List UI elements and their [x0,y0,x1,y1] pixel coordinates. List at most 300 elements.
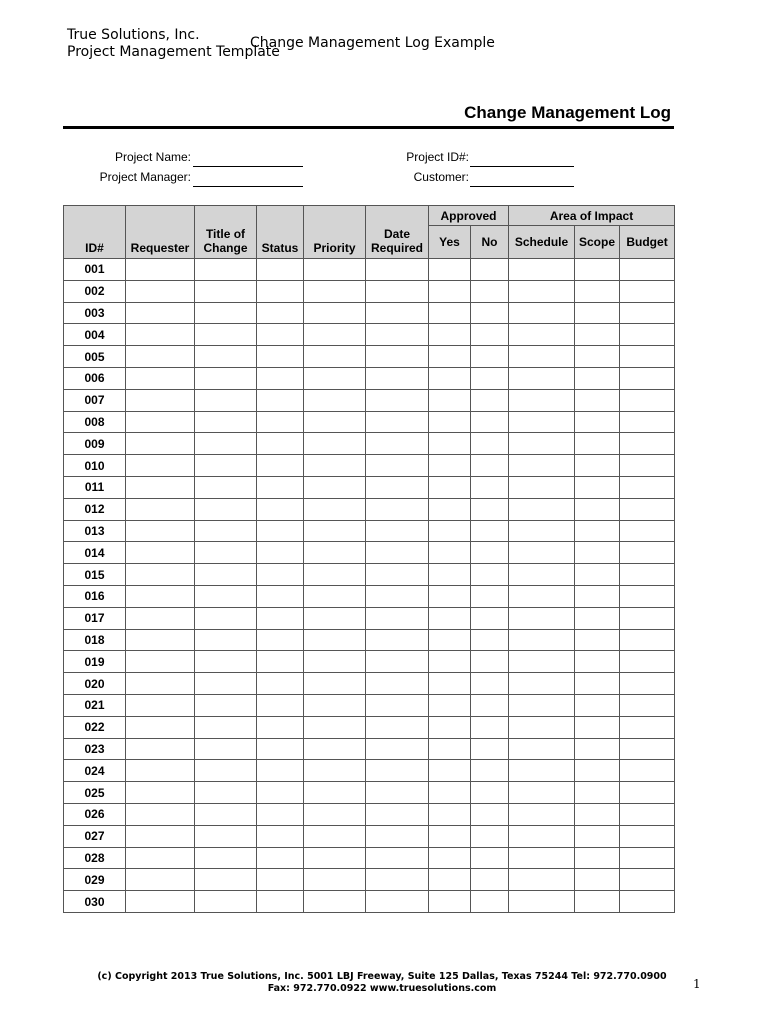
cell-title-of-change[interactable] [195,302,257,324]
cell-yes[interactable] [429,673,471,695]
cell-budget[interactable] [620,542,675,564]
cell-scope[interactable] [575,803,620,825]
cell-priority[interactable] [304,542,366,564]
cell-scope[interactable] [575,302,620,324]
cell-schedule[interactable] [509,389,575,411]
cell-date-required[interactable] [366,367,429,389]
cell-no[interactable] [471,498,509,520]
cell-title-of-change[interactable] [195,760,257,782]
cell-date-required[interactable] [366,324,429,346]
cell-status[interactable] [257,280,304,302]
cell-no[interactable] [471,869,509,891]
cell-yes[interactable] [429,302,471,324]
cell-scope[interactable] [575,651,620,673]
cell-no[interactable] [471,324,509,346]
cell-budget[interactable] [620,520,675,542]
project-id-field[interactable] [470,166,574,167]
cell-no[interactable] [471,673,509,695]
cell-status[interactable] [257,651,304,673]
cell-requester[interactable] [126,847,195,869]
cell-status[interactable] [257,803,304,825]
cell-scope[interactable] [575,433,620,455]
cell-no[interactable] [471,564,509,586]
cell-scope[interactable] [575,367,620,389]
cell-requester[interactable] [126,869,195,891]
cell-title-of-change[interactable] [195,782,257,804]
cell-budget[interactable] [620,607,675,629]
cell-priority[interactable] [304,455,366,477]
cell-priority[interactable] [304,302,366,324]
cell-requester[interactable] [126,389,195,411]
cell-budget[interactable] [620,803,675,825]
cell-no[interactable] [471,542,509,564]
cell-title-of-change[interactable] [195,738,257,760]
cell-requester[interactable] [126,782,195,804]
cell-title-of-change[interactable] [195,673,257,695]
cell-date-required[interactable] [366,389,429,411]
cell-budget[interactable] [620,476,675,498]
cell-date-required[interactable] [366,476,429,498]
cell-schedule[interactable] [509,782,575,804]
cell-date-required[interactable] [366,629,429,651]
cell-scope[interactable] [575,585,620,607]
cell-priority[interactable] [304,389,366,411]
cell-budget[interactable] [620,280,675,302]
cell-requester[interactable] [126,716,195,738]
cell-schedule[interactable] [509,346,575,368]
cell-priority[interactable] [304,280,366,302]
cell-status[interactable] [257,782,304,804]
cell-no[interactable] [471,847,509,869]
cell-schedule[interactable] [509,476,575,498]
cell-yes[interactable] [429,607,471,629]
cell-title-of-change[interactable] [195,389,257,411]
cell-no[interactable] [471,367,509,389]
cell-schedule[interactable] [509,673,575,695]
cell-requester[interactable] [126,651,195,673]
cell-yes[interactable] [429,782,471,804]
cell-scope[interactable] [575,411,620,433]
cell-priority[interactable] [304,847,366,869]
cell-scope[interactable] [575,847,620,869]
cell-scope[interactable] [575,564,620,586]
cell-title-of-change[interactable] [195,324,257,346]
cell-title-of-change[interactable] [195,694,257,716]
cell-date-required[interactable] [366,433,429,455]
project-manager-field[interactable] [193,186,303,187]
cell-title-of-change[interactable] [195,825,257,847]
cell-no[interactable] [471,651,509,673]
cell-date-required[interactable] [366,891,429,913]
cell-status[interactable] [257,738,304,760]
cell-title-of-change[interactable] [195,629,257,651]
cell-budget[interactable] [620,673,675,695]
cell-requester[interactable] [126,498,195,520]
cell-scope[interactable] [575,607,620,629]
cell-schedule[interactable] [509,302,575,324]
cell-yes[interactable] [429,738,471,760]
cell-scope[interactable] [575,259,620,281]
cell-requester[interactable] [126,346,195,368]
cell-title-of-change[interactable] [195,585,257,607]
cell-no[interactable] [471,476,509,498]
cell-yes[interactable] [429,324,471,346]
cell-priority[interactable] [304,803,366,825]
cell-scope[interactable] [575,280,620,302]
cell-scope[interactable] [575,782,620,804]
cell-status[interactable] [257,694,304,716]
cell-scope[interactable] [575,825,620,847]
cell-budget[interactable] [620,847,675,869]
cell-priority[interactable] [304,673,366,695]
cell-yes[interactable] [429,651,471,673]
cell-status[interactable] [257,302,304,324]
cell-date-required[interactable] [366,738,429,760]
cell-status[interactable] [257,825,304,847]
cell-scope[interactable] [575,389,620,411]
cell-yes[interactable] [429,891,471,913]
cell-yes[interactable] [429,498,471,520]
cell-yes[interactable] [429,869,471,891]
cell-requester[interactable] [126,476,195,498]
cell-scope[interactable] [575,520,620,542]
cell-budget[interactable] [620,585,675,607]
cell-schedule[interactable] [509,324,575,346]
cell-budget[interactable] [620,455,675,477]
cell-requester[interactable] [126,629,195,651]
cell-date-required[interactable] [366,585,429,607]
cell-budget[interactable] [620,782,675,804]
cell-priority[interactable] [304,367,366,389]
cell-yes[interactable] [429,346,471,368]
cell-no[interactable] [471,455,509,477]
cell-requester[interactable] [126,433,195,455]
cell-title-of-change[interactable] [195,607,257,629]
cell-no[interactable] [471,585,509,607]
cell-yes[interactable] [429,520,471,542]
cell-title-of-change[interactable] [195,803,257,825]
cell-title-of-change[interactable] [195,367,257,389]
cell-budget[interactable] [620,433,675,455]
cell-title-of-change[interactable] [195,411,257,433]
cell-no[interactable] [471,411,509,433]
cell-priority[interactable] [304,760,366,782]
cell-date-required[interactable] [366,607,429,629]
cell-date-required[interactable] [366,673,429,695]
cell-requester[interactable] [126,738,195,760]
cell-date-required[interactable] [366,520,429,542]
cell-date-required[interactable] [366,411,429,433]
cell-status[interactable] [257,346,304,368]
cell-title-of-change[interactable] [195,847,257,869]
cell-scope[interactable] [575,891,620,913]
cell-no[interactable] [471,433,509,455]
cell-no[interactable] [471,259,509,281]
cell-priority[interactable] [304,324,366,346]
cell-no[interactable] [471,694,509,716]
cell-priority[interactable] [304,738,366,760]
cell-status[interactable] [257,433,304,455]
cell-no[interactable] [471,302,509,324]
cell-date-required[interactable] [366,782,429,804]
cell-requester[interactable] [126,280,195,302]
cell-schedule[interactable] [509,694,575,716]
cell-budget[interactable] [620,324,675,346]
cell-yes[interactable] [429,411,471,433]
cell-budget[interactable] [620,651,675,673]
cell-requester[interactable] [126,520,195,542]
cell-scope[interactable] [575,869,620,891]
cell-requester[interactable] [126,825,195,847]
cell-scope[interactable] [575,716,620,738]
cell-schedule[interactable] [509,367,575,389]
cell-title-of-change[interactable] [195,564,257,586]
cell-priority[interactable] [304,498,366,520]
cell-no[interactable] [471,760,509,782]
cell-requester[interactable] [126,302,195,324]
cell-date-required[interactable] [366,498,429,520]
cell-date-required[interactable] [366,564,429,586]
cell-no[interactable] [471,782,509,804]
cell-requester[interactable] [126,760,195,782]
cell-requester[interactable] [126,803,195,825]
cell-status[interactable] [257,607,304,629]
cell-title-of-change[interactable] [195,520,257,542]
cell-status[interactable] [257,259,304,281]
cell-schedule[interactable] [509,520,575,542]
cell-budget[interactable] [620,694,675,716]
cell-no[interactable] [471,346,509,368]
cell-budget[interactable] [620,825,675,847]
cell-schedule[interactable] [509,498,575,520]
cell-status[interactable] [257,498,304,520]
cell-schedule[interactable] [509,585,575,607]
cell-scope[interactable] [575,673,620,695]
cell-requester[interactable] [126,455,195,477]
cell-title-of-change[interactable] [195,280,257,302]
cell-schedule[interactable] [509,825,575,847]
cell-scope[interactable] [575,455,620,477]
cell-status[interactable] [257,716,304,738]
cell-title-of-change[interactable] [195,346,257,368]
cell-status[interactable] [257,455,304,477]
cell-status[interactable] [257,629,304,651]
cell-budget[interactable] [620,738,675,760]
cell-schedule[interactable] [509,433,575,455]
cell-schedule[interactable] [509,629,575,651]
cell-yes[interactable] [429,564,471,586]
cell-status[interactable] [257,891,304,913]
cell-budget[interactable] [620,302,675,324]
cell-requester[interactable] [126,673,195,695]
cell-status[interactable] [257,869,304,891]
cell-yes[interactable] [429,694,471,716]
cell-requester[interactable] [126,607,195,629]
cell-title-of-change[interactable] [195,869,257,891]
cell-no[interactable] [471,520,509,542]
cell-schedule[interactable] [509,259,575,281]
cell-priority[interactable] [304,694,366,716]
cell-schedule[interactable] [509,542,575,564]
cell-requester[interactable] [126,891,195,913]
cell-no[interactable] [471,629,509,651]
cell-budget[interactable] [620,259,675,281]
cell-budget[interactable] [620,564,675,586]
cell-budget[interactable] [620,411,675,433]
cell-yes[interactable] [429,455,471,477]
cell-budget[interactable] [620,498,675,520]
cell-no[interactable] [471,280,509,302]
cell-scope[interactable] [575,542,620,564]
cell-schedule[interactable] [509,564,575,586]
cell-yes[interactable] [429,542,471,564]
cell-priority[interactable] [304,520,366,542]
cell-scope[interactable] [575,346,620,368]
cell-priority[interactable] [304,346,366,368]
cell-budget[interactable] [620,367,675,389]
cell-yes[interactable] [429,259,471,281]
cell-no[interactable] [471,891,509,913]
cell-requester[interactable] [126,324,195,346]
cell-title-of-change[interactable] [195,891,257,913]
cell-title-of-change[interactable] [195,455,257,477]
cell-priority[interactable] [304,629,366,651]
cell-status[interactable] [257,673,304,695]
cell-requester[interactable] [126,259,195,281]
project-name-field[interactable] [193,166,303,167]
cell-date-required[interactable] [366,825,429,847]
cell-schedule[interactable] [509,738,575,760]
cell-title-of-change[interactable] [195,433,257,455]
cell-scope[interactable] [575,476,620,498]
cell-date-required[interactable] [366,455,429,477]
cell-status[interactable] [257,760,304,782]
cell-schedule[interactable] [509,891,575,913]
cell-requester[interactable] [126,694,195,716]
cell-schedule[interactable] [509,280,575,302]
cell-yes[interactable] [429,585,471,607]
cell-requester[interactable] [126,564,195,586]
cell-title-of-change[interactable] [195,476,257,498]
cell-status[interactable] [257,324,304,346]
cell-date-required[interactable] [366,694,429,716]
cell-priority[interactable] [304,585,366,607]
cell-status[interactable] [257,520,304,542]
cell-priority[interactable] [304,476,366,498]
cell-budget[interactable] [620,869,675,891]
cell-scope[interactable] [575,498,620,520]
cell-status[interactable] [257,476,304,498]
cell-status[interactable] [257,585,304,607]
cell-status[interactable] [257,367,304,389]
cell-yes[interactable] [429,760,471,782]
customer-field[interactable] [470,186,574,187]
cell-status[interactable] [257,389,304,411]
cell-no[interactable] [471,716,509,738]
cell-requester[interactable] [126,367,195,389]
cell-priority[interactable] [304,891,366,913]
cell-scope[interactable] [575,629,620,651]
cell-priority[interactable] [304,651,366,673]
cell-yes[interactable] [429,367,471,389]
cell-scope[interactable] [575,738,620,760]
cell-title-of-change[interactable] [195,716,257,738]
cell-priority[interactable] [304,411,366,433]
cell-title-of-change[interactable] [195,259,257,281]
cell-requester[interactable] [126,542,195,564]
cell-budget[interactable] [620,760,675,782]
cell-requester[interactable] [126,411,195,433]
cell-title-of-change[interactable] [195,542,257,564]
cell-schedule[interactable] [509,716,575,738]
cell-yes[interactable] [429,629,471,651]
cell-yes[interactable] [429,825,471,847]
cell-no[interactable] [471,803,509,825]
cell-yes[interactable] [429,803,471,825]
cell-priority[interactable] [304,259,366,281]
cell-schedule[interactable] [509,760,575,782]
cell-scope[interactable] [575,694,620,716]
cell-title-of-change[interactable] [195,498,257,520]
cell-date-required[interactable] [366,760,429,782]
cell-status[interactable] [257,564,304,586]
cell-date-required[interactable] [366,651,429,673]
cell-scope[interactable] [575,760,620,782]
cell-date-required[interactable] [366,302,429,324]
cell-budget[interactable] [620,891,675,913]
cell-date-required[interactable] [366,716,429,738]
cell-priority[interactable] [304,782,366,804]
cell-date-required[interactable] [366,869,429,891]
cell-date-required[interactable] [366,346,429,368]
cell-schedule[interactable] [509,803,575,825]
cell-budget[interactable] [620,389,675,411]
cell-yes[interactable] [429,716,471,738]
cell-budget[interactable] [620,716,675,738]
cell-date-required[interactable] [366,542,429,564]
cell-yes[interactable] [429,847,471,869]
cell-yes[interactable] [429,280,471,302]
cell-status[interactable] [257,542,304,564]
cell-yes[interactable] [429,389,471,411]
cell-budget[interactable] [620,629,675,651]
cell-priority[interactable] [304,607,366,629]
cell-schedule[interactable] [509,455,575,477]
cell-schedule[interactable] [509,411,575,433]
cell-no[interactable] [471,825,509,847]
cell-yes[interactable] [429,476,471,498]
cell-status[interactable] [257,411,304,433]
cell-priority[interactable] [304,564,366,586]
cell-schedule[interactable] [509,651,575,673]
cell-schedule[interactable] [509,847,575,869]
cell-budget[interactable] [620,346,675,368]
cell-schedule[interactable] [509,869,575,891]
cell-status[interactable] [257,847,304,869]
cell-priority[interactable] [304,869,366,891]
cell-priority[interactable] [304,825,366,847]
cell-date-required[interactable] [366,280,429,302]
cell-requester[interactable] [126,585,195,607]
cell-no[interactable] [471,389,509,411]
cell-no[interactable] [471,607,509,629]
cell-schedule[interactable] [509,607,575,629]
cell-scope[interactable] [575,324,620,346]
cell-no[interactable] [471,738,509,760]
cell-title-of-change[interactable] [195,651,257,673]
cell-yes[interactable] [429,433,471,455]
cell-date-required[interactable] [366,847,429,869]
